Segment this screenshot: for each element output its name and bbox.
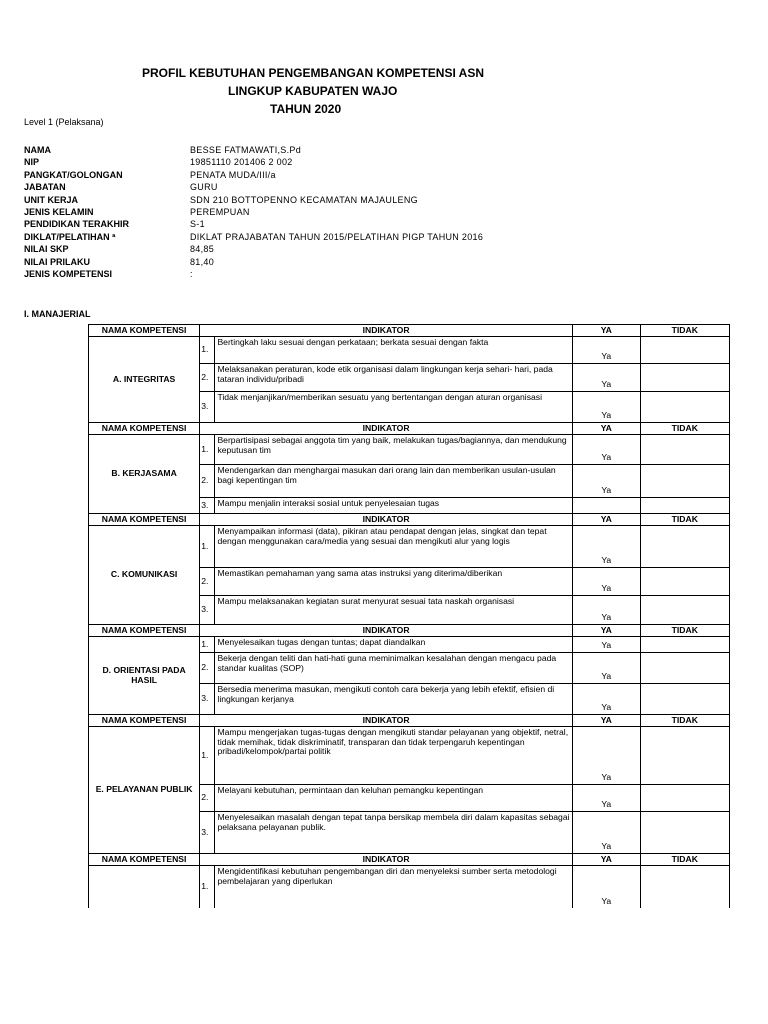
level-label: Level 1 (Pelaksana) bbox=[24, 117, 104, 127]
header-ya: YA bbox=[573, 854, 641, 866]
header-tidak: TIDAK bbox=[640, 715, 729, 727]
indicator-number: 2. bbox=[200, 653, 215, 684]
indicator-number: 3. bbox=[200, 596, 215, 625]
header-nama-kompetensi: NAMA KOMPETENSI bbox=[89, 625, 200, 637]
profile-label: JENIS KELAMIN bbox=[24, 206, 94, 217]
tidak-cell bbox=[640, 568, 729, 596]
profile-value: 19851110 201406 2 002 bbox=[190, 157, 293, 168]
profile-value: GURU bbox=[190, 182, 218, 193]
ya-cell: Ya bbox=[573, 684, 641, 715]
indicator-number: 1. bbox=[200, 337, 215, 364]
tidak-cell bbox=[640, 596, 729, 625]
ya-cell: Ya bbox=[573, 866, 641, 908]
ya-cell: Ya bbox=[573, 653, 641, 684]
indicator-number: 1. bbox=[200, 526, 215, 568]
indicator-number: 3. bbox=[200, 392, 215, 423]
tidak-cell bbox=[640, 785, 729, 812]
table-header-row bbox=[89, 625, 730, 637]
indicator-number: 2. bbox=[200, 568, 215, 596]
competency-name bbox=[89, 866, 200, 908]
indicator-text: Menyampaikan informasi (data), pikiran atau pendapat dengan jelas, singkat dan tepat dengan menggunakan cara/media yang sesuai dan mengikuti alur yang logis bbox=[215, 526, 573, 568]
header-ya: YA bbox=[573, 625, 641, 637]
header-tidak: TIDAK bbox=[640, 514, 729, 526]
ya-cell: Ya bbox=[573, 596, 641, 625]
ya-cell: Ya bbox=[573, 785, 641, 812]
indicator-number: 1. bbox=[200, 435, 215, 465]
profile-label: PANGKAT/GOLONGAN bbox=[24, 169, 123, 180]
ya-cell: Ya bbox=[573, 465, 641, 498]
document-title-line2: LINGKUP KABUPATEN WAJO bbox=[228, 84, 398, 98]
table-row bbox=[89, 435, 730, 465]
indicator-text: Memastikan pemahaman yang sama atas instruksi yang diterima/diberikan bbox=[215, 568, 573, 596]
tidak-cell bbox=[640, 684, 729, 715]
header-nama-kompetensi: NAMA KOMPETENSI bbox=[89, 423, 200, 435]
indicator-text: Bekerja dengan teliti dan hati-hati guna meminimalkan kesalahan dengan mengacu pada standar kualitas (SOP) bbox=[215, 653, 573, 684]
table-row bbox=[89, 866, 730, 908]
ya-cell: Ya bbox=[573, 337, 641, 364]
header-indikator: INDIKATOR bbox=[200, 325, 573, 337]
tidak-cell bbox=[640, 364, 729, 392]
tidak-cell bbox=[640, 435, 729, 465]
ya-cell: Ya bbox=[573, 637, 641, 653]
indicator-number: 2. bbox=[200, 465, 215, 498]
ya-cell bbox=[573, 498, 641, 514]
profile-label: PENDIDIKAN TERAKHIR bbox=[24, 219, 130, 230]
profile-value: : bbox=[190, 268, 193, 279]
profile-label: NILAI SKP bbox=[24, 244, 69, 255]
indicator-number: 1. bbox=[200, 866, 215, 908]
competency-name: B. KERJASAMA bbox=[89, 435, 200, 514]
table-row bbox=[89, 337, 730, 364]
profile-value: PEREMPUAN bbox=[190, 206, 250, 217]
header-ya: YA bbox=[573, 715, 641, 727]
ya-cell: Ya bbox=[573, 364, 641, 392]
tidak-cell bbox=[640, 653, 729, 684]
indicator-text: Tidak menjanjikan/memberikan sesuatu yang bertentangan dengan aturan organisasi bbox=[215, 392, 573, 423]
indicator-number: 3. bbox=[200, 498, 215, 514]
competency-name: A. INTEGRITAS bbox=[89, 337, 200, 423]
indicator-text: Bertingkah laku sesuai dengan perkataan; berkata sesuai dengan fakta bbox=[215, 337, 573, 364]
profile-value: SDN 210 BOTTOPENNO KECAMATAN MAJAULENG bbox=[190, 194, 418, 205]
document-title-line3: TAHUN 2020 bbox=[270, 102, 342, 116]
profile-label: NILAI PRILAKU bbox=[24, 256, 90, 267]
profile-value: DIKLAT PRAJABATAN TAHUN 2015/PELATIHAN PIGP TAHUN 2016 bbox=[190, 231, 484, 242]
profile-value: 84,85 bbox=[190, 244, 215, 255]
profile-label: JENIS KOMPETENSI bbox=[24, 268, 113, 279]
table-header-row bbox=[89, 325, 730, 337]
table-header-row bbox=[89, 514, 730, 526]
competency-table bbox=[88, 324, 730, 908]
profile-label: UNIT KERJA bbox=[24, 194, 79, 205]
header-indikator: INDIKATOR bbox=[200, 854, 573, 866]
tidak-cell bbox=[640, 812, 729, 854]
header-tidak: TIDAK bbox=[640, 625, 729, 637]
header-ya: YA bbox=[573, 514, 641, 526]
header-nama-kompetensi: NAMA KOMPETENSI bbox=[89, 325, 200, 337]
tidak-cell bbox=[640, 866, 729, 908]
table-row bbox=[89, 526, 730, 568]
table-row bbox=[89, 637, 730, 653]
ya-cell: Ya bbox=[573, 568, 641, 596]
header-indikator: INDIKATOR bbox=[200, 715, 573, 727]
header-indikator: INDIKATOR bbox=[200, 423, 573, 435]
indicator-number: 2. bbox=[200, 785, 215, 812]
tidak-cell bbox=[640, 637, 729, 653]
header-nama-kompetensi: NAMA KOMPETENSI bbox=[89, 514, 200, 526]
indicator-text: Menyelesaikan tugas dengan tuntas; dapat diandalkan bbox=[215, 637, 573, 653]
profile-value: 81,40 bbox=[190, 256, 215, 267]
indicator-number: 2. bbox=[200, 364, 215, 392]
ya-cell: Ya bbox=[573, 526, 641, 568]
indicator-text: Mendengarkan dan menghargai masukan dari orang lain dan memberikan usulan-usulan bagi kepentingan tim bbox=[215, 465, 573, 498]
tidak-cell bbox=[640, 465, 729, 498]
header-indikator: INDIKATOR bbox=[200, 514, 573, 526]
ya-cell: Ya bbox=[573, 392, 641, 423]
ya-cell: Ya bbox=[573, 812, 641, 854]
table-header-row bbox=[89, 854, 730, 866]
indicator-text: Melayani kebutuhan, permintaan dan keluhan pemangku kepentingan bbox=[215, 785, 573, 812]
document-title-line1: PROFIL KEBUTUHAN PENGEMBANGAN KOMPETENSI ASN bbox=[142, 66, 485, 80]
profile-value: PENATA MUDA/III/a bbox=[190, 169, 276, 180]
header-nama-kompetensi: NAMA KOMPETENSI bbox=[89, 854, 200, 866]
indicator-text: Melaksanakan peraturan, kode etik organisasi dalam lingkungan kerja sehari- hari, pada tataran individu/pribadi bbox=[215, 364, 573, 392]
competency-name: E. PELAYANAN PUBLIK bbox=[89, 727, 200, 854]
indicator-text: Mengidentifikasi kebutuhan pengembangan diri dan menyeleksi sumber serta metodologi pembelajaran yang diperlukan bbox=[215, 866, 573, 908]
ya-cell: Ya bbox=[573, 435, 641, 465]
indicator-text: Mampu mengerjakan tugas-tugas dengan mengikuti standar pelayanan yang objektif, netral, tidak memihak, tidak diskriminatif, transparan dan tidak terpengaruh kepentingan pribadi/kelompok/partai politik bbox=[215, 727, 573, 785]
profile-value: BESSE FATMAWATI,S.Pd bbox=[190, 145, 302, 155]
header-tidak: TIDAK bbox=[640, 854, 729, 866]
indicator-text: Menyelesaikan masalah dengan tepat tanpa bersikap membela diri dalam kapasitas sebagai pelaksana pelayanan publik. bbox=[215, 812, 573, 854]
table-header-row bbox=[89, 715, 730, 727]
profile-value: S-1 bbox=[190, 219, 205, 230]
indicator-text: Mampu melaksanakan kegiatan surat menyurat sesuai tata naskah organisasi bbox=[215, 596, 573, 625]
header-ya: YA bbox=[573, 423, 641, 435]
indicator-number: 3. bbox=[200, 812, 215, 854]
indicator-number: 1. bbox=[200, 727, 215, 785]
header-nama-kompetensi: NAMA KOMPETENSI bbox=[89, 715, 200, 727]
header-tidak: TIDAK bbox=[640, 325, 729, 337]
tidak-cell bbox=[640, 337, 729, 364]
ya-cell: Ya bbox=[573, 727, 641, 785]
profile-label: NAMA bbox=[24, 145, 51, 155]
tidak-cell bbox=[640, 727, 729, 785]
profile-label: NIP bbox=[24, 157, 40, 168]
profile-label: JABATAN bbox=[24, 182, 66, 193]
tidak-cell bbox=[640, 498, 729, 514]
header-ya: YA bbox=[573, 325, 641, 337]
table-row bbox=[89, 727, 730, 785]
indicator-text: Berpartisipasi sebagai anggota tim yang baik, melakukan tugas/bagiannya, dan mendukung keputusan tim bbox=[215, 435, 573, 465]
tidak-cell bbox=[640, 392, 729, 423]
header-tidak: TIDAK bbox=[640, 423, 729, 435]
profile-label: DIKLAT/PELATIHAN ª bbox=[24, 231, 116, 242]
indicator-text: Bersedia menerima masukan, mengikuti contoh cara bekerja yang lebih efektif, efisien di lingkungan kerjanya bbox=[215, 684, 573, 715]
section-heading: I. MANAJERIAL bbox=[24, 309, 91, 319]
competency-name: C. KOMUNIKASI bbox=[89, 526, 200, 625]
tidak-cell bbox=[640, 526, 729, 568]
indicator-number: 3. bbox=[200, 684, 215, 715]
indicator-number: 1. bbox=[200, 637, 215, 653]
header-indikator: INDIKATOR bbox=[200, 625, 573, 637]
table-header-row bbox=[89, 423, 730, 435]
competency-name: D. ORIENTASI PADA HASIL bbox=[89, 637, 200, 715]
indicator-text: Mampu menjalin interaksi sosial untuk penyelesaian tugas bbox=[215, 498, 573, 514]
